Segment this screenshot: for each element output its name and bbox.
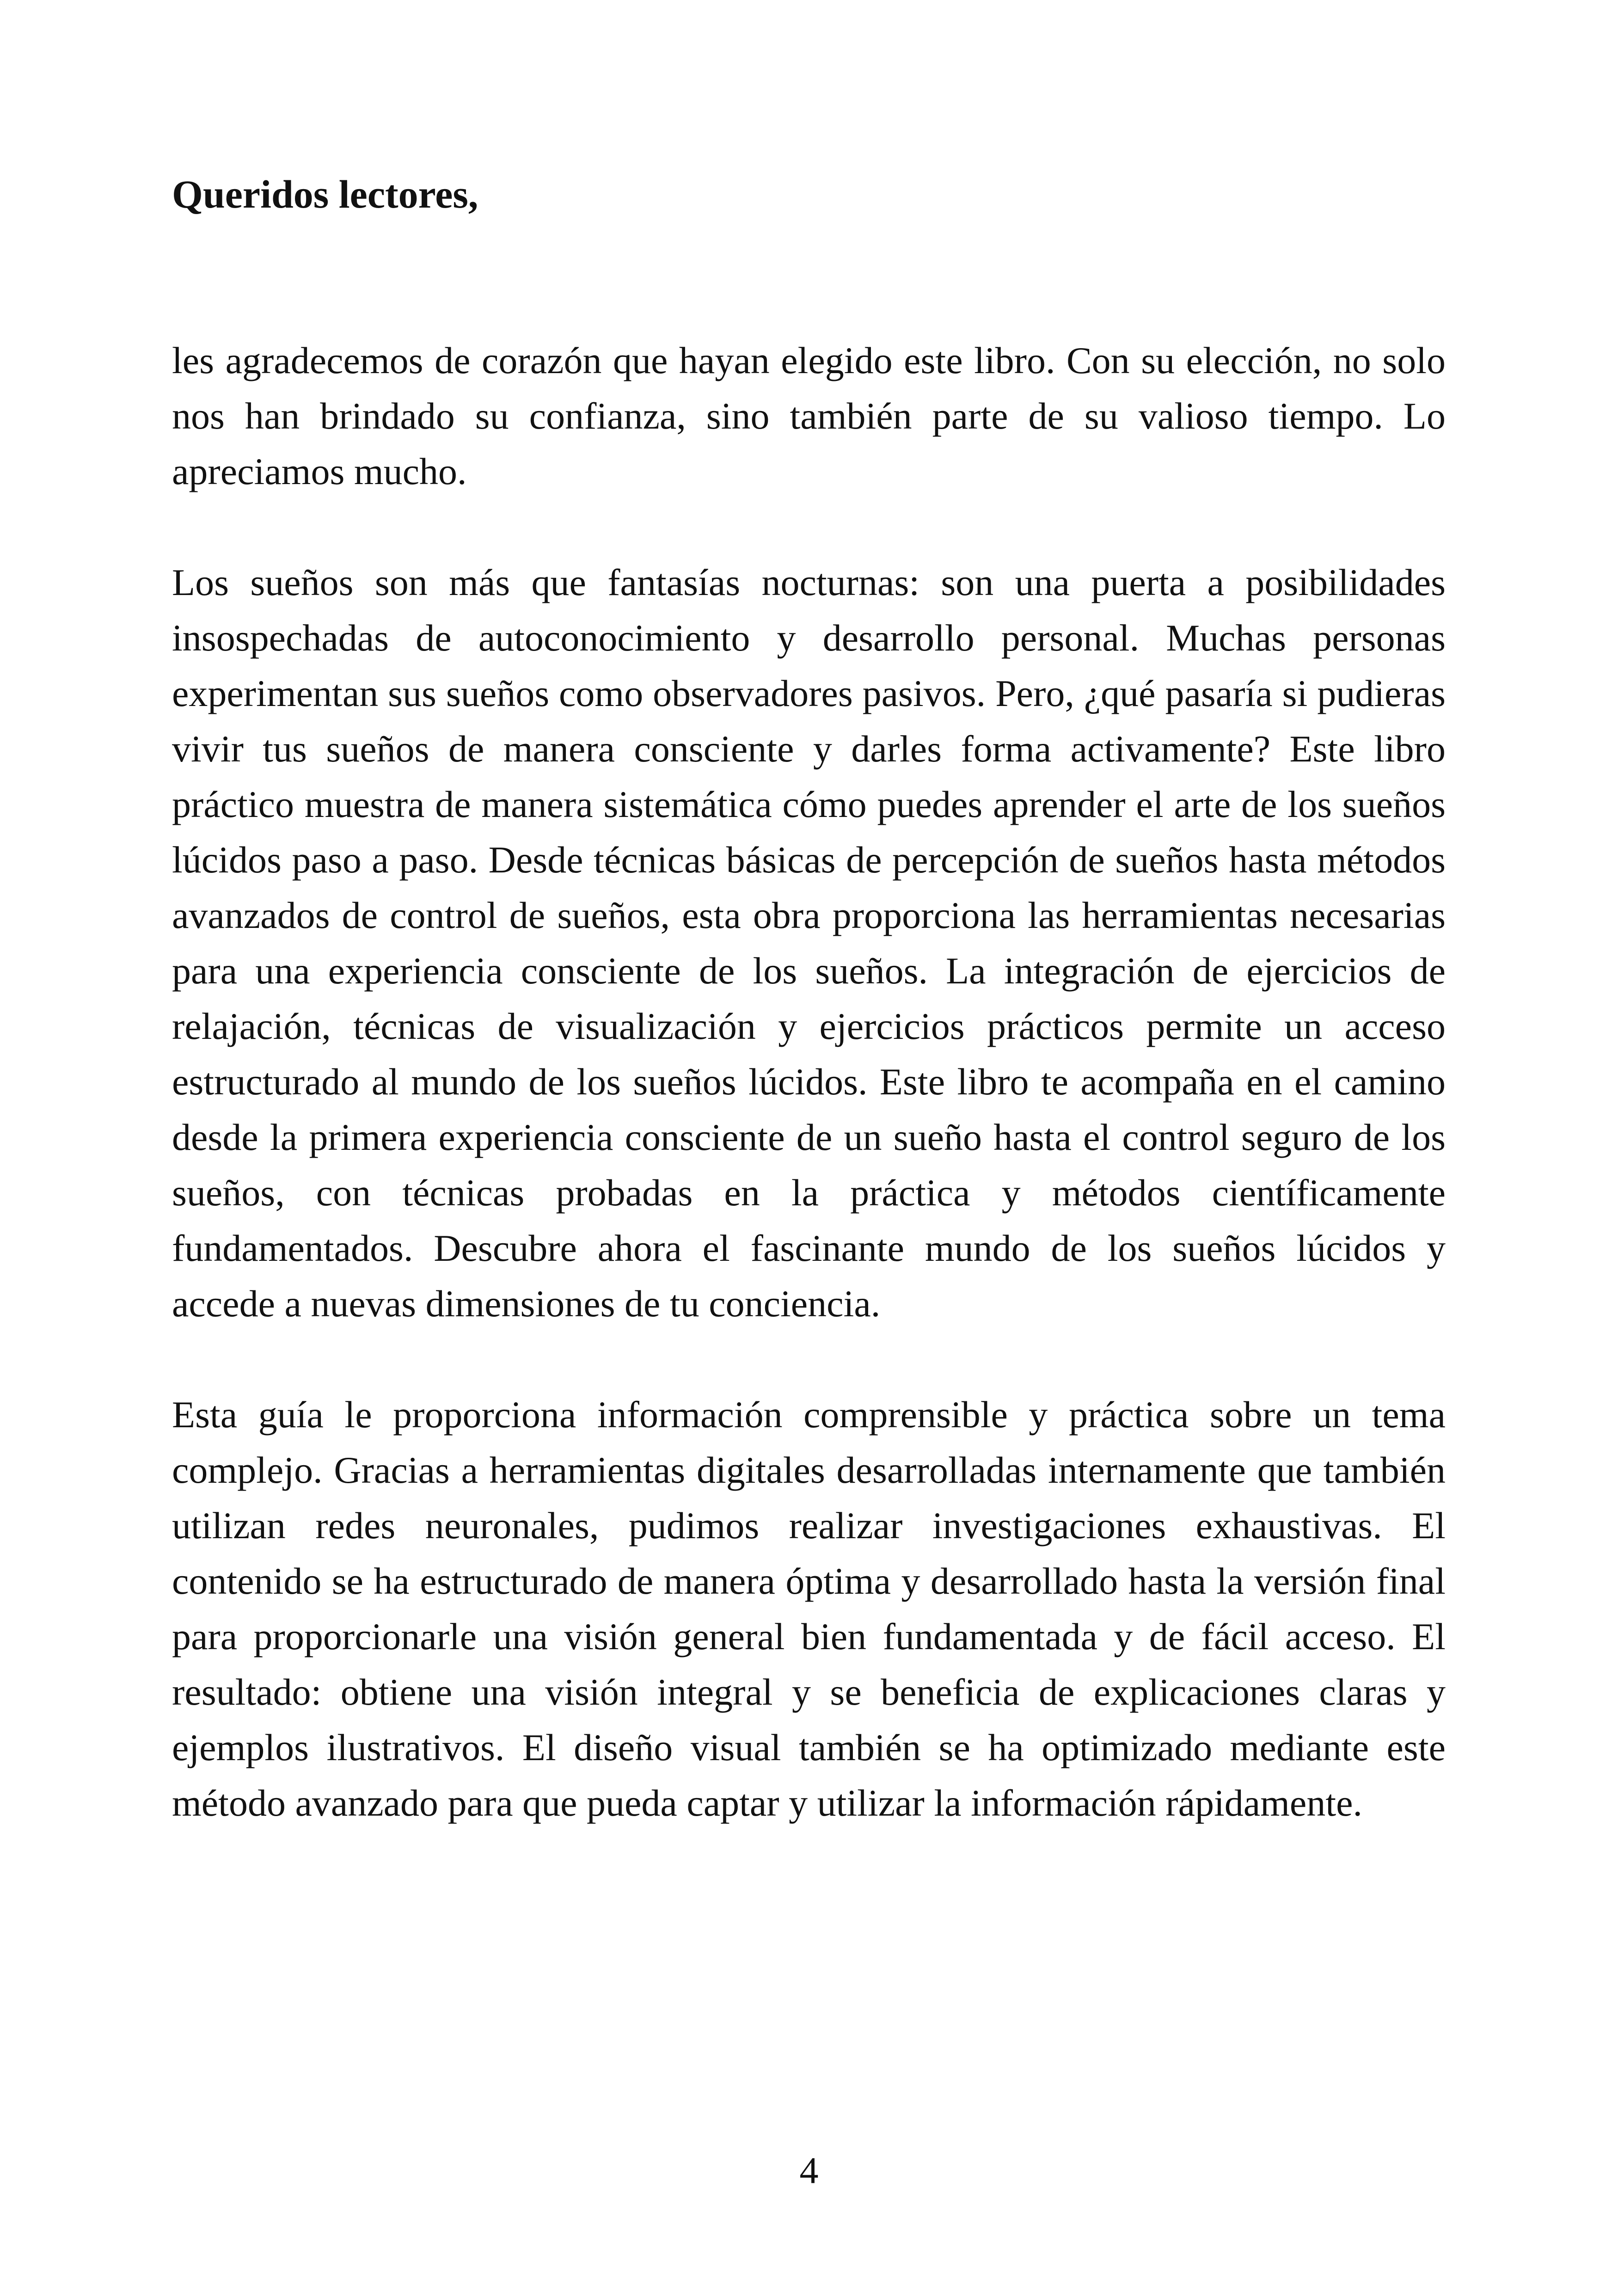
body-text xyxy=(172,333,1446,1886)
paragraph-thanks: les agradecemos de corazón que hayan elegido este libro. Con su elección, no solo nos han brindado su confianza, sino también parte de su valioso tiempo. Lo apreciamos mucho. xyxy=(172,339,1446,492)
greeting-heading: Queridos lectores, xyxy=(172,172,478,216)
paragraph-lucid-dreams: Los sueños son más que fantasías nocturnas: son una puerta a posibilidades insospechadas de autoconocimiento y desarrollo personal. Muchas personas experimentan sus sueños como observadores pasivos. Pero, ¿qué pasaría si pudieras vivir tus sueños de manera consciente y darles forma activamente? Este libro práctico muestra de manera sistemática cómo puedes aprender el arte de los sueños lúcidos paso a paso. Desde técnicas básicas de percepción de sueños hasta métodos avanzados de control de sueños, esta obra proporciona las herramientas necesarias para una experiencia consciente de los sueños. La integración de ejercicios de relajación, técnicas de visualización y ejercicios prácticos permite un acceso estructurado al mundo de los sueños lúcidos. Este libro te acompaña en el camino desde la primera experiencia consciente de un sueño hasta el control seguro de los sueños, con técnicas probadas en la práctica y métodos científicamente fundamentados. Descubre ahora el fascinante mundo de los sueños lúcidos y accede a nuevas dimensiones de tu conciencia. xyxy=(172,561,1446,1325)
page-number: 4 xyxy=(799,2149,819,2192)
paragraph-guide-info: Esta guía le proporciona información comprensible y práctica sobre un tema complejo. Gracias a herramientas digitales desarrolladas internamente que también utilizan redes neuronales, pudimos realizar investigaciones exhaustivas. El contenido se ha estructurado de manera óptima y desarrollado hasta la versión final para proporcionarle una visión general bien fundamentada y de fácil acceso. El resultado: obtiene una visión integral y se beneficia de explicaciones claras y ejemplos ilustrativos. El diseño visual también se ha optimizado mediante este método avanzado para que pueda captar y utilizar la información rápidamente. xyxy=(172,1394,1446,1824)
